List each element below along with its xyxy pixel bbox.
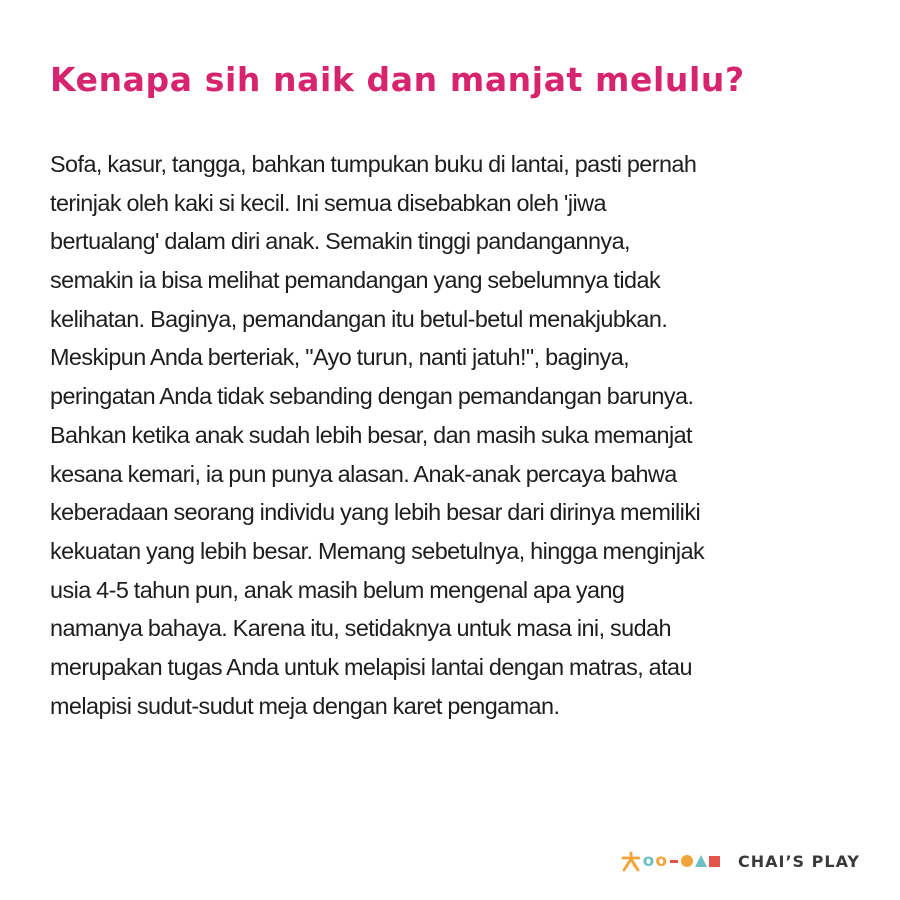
partner-logo: CHAI’S PLAY <box>738 851 860 871</box>
body-line: usia 4-5 tahun pun, anak masih belum mengenal apa yang <box>50 576 625 603</box>
brand-logo-letter: o <box>642 851 655 871</box>
body-line: peringatan Anda tidak sebanding dengan pemandangan barunya. <box>50 383 694 410</box>
body-line: kekuatan yang lebih besar. Memang sebetulnya, hingga menginjak <box>50 537 705 564</box>
body-line: Meskipun Anda berteriak, "Ayo turun, nanti jatuh!", baginya, <box>50 344 630 371</box>
brand-dash-icon <box>670 860 678 863</box>
body-line: namanya bahaya. Karena itu, setidaknya untuk masa ini, sudah <box>50 615 671 642</box>
brand-logo-letter: o <box>655 851 667 871</box>
body-line: semakin ia bisa melihat pemandangan yang sebelumnya tidak <box>50 267 661 294</box>
circle-shape-icon <box>681 855 693 867</box>
body-text <box>50 145 860 725</box>
body-line: terinjak oleh kaki si kecil. Ini semua disebabkan oleh 'jiwa <box>50 189 606 216</box>
brand-mark-icon <box>620 850 642 872</box>
square-shape-icon <box>709 856 720 867</box>
body-line: kesana kemari, ia pun punya alasan. Anak-anak percaya bahwa <box>50 460 677 487</box>
body-line: kelihatan. Baginya, pemandangan itu betul-betul menakjubkan. <box>50 305 668 332</box>
body-line: Sofa, kasur, tangga, bahkan tumpukan buku di lantai, pasti pernah <box>50 151 697 177</box>
body-line: merupakan tugas Anda untuk melapisi lantai dengan matras, atau <box>50 653 692 680</box>
body-line: bertualang' dalam diri anak. Semakin tinggi pandangannya, <box>50 228 630 255</box>
body-line: melapisi sudut-sudut meja dengan karet pengaman. <box>50 692 560 719</box>
footer-logos <box>620 848 860 874</box>
triangle-shape-icon <box>695 855 707 867</box>
body-line: Bahkan ketika anak sudah lebih besar, dan masih suka memanjat <box>50 421 692 448</box>
page-title: Kenapa sih naik dan manjat melulu? <box>50 60 745 99</box>
brand-logo <box>620 850 720 872</box>
body-line: keberadaan seorang individu yang lebih besar dari dirinya memiliki <box>50 499 701 526</box>
